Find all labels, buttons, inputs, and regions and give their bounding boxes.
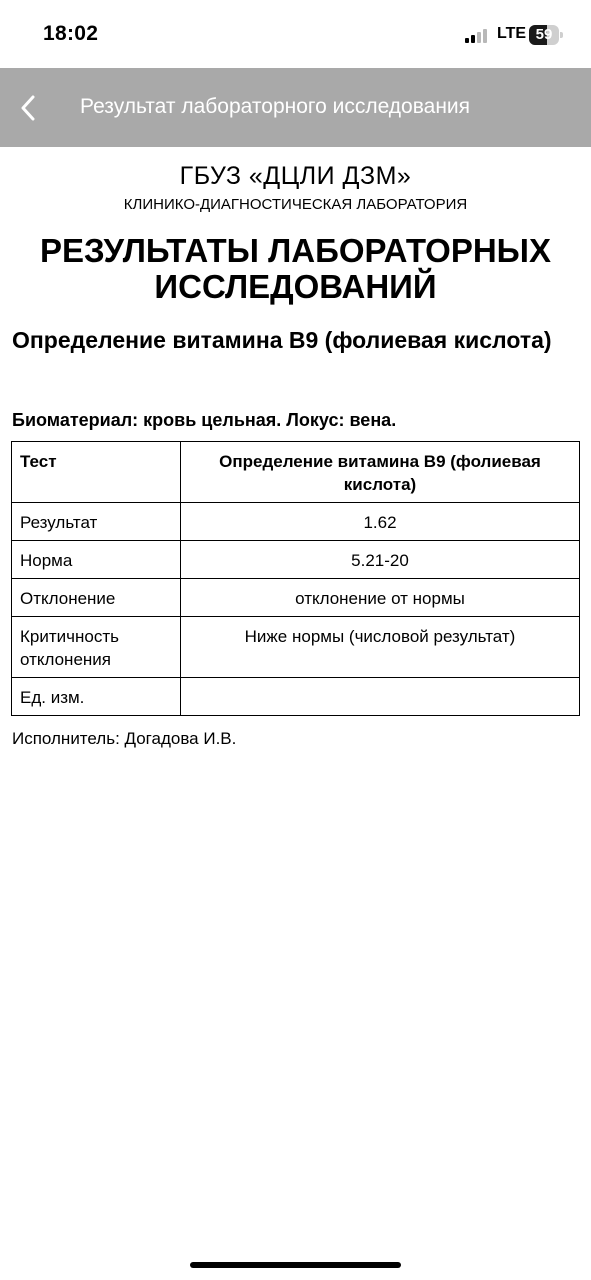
- table-header-value: Определение витамина В9 (фолиевая кислота): [181, 442, 580, 503]
- table-row: [12, 503, 580, 541]
- nav-title: Результат лабораторного исследования: [80, 95, 471, 118]
- battery-level: 59: [535, 26, 553, 43]
- executor-info: Исполнитель: Догадова И.В.: [12, 729, 237, 748]
- table-header-label: Тест: [12, 442, 181, 503]
- results-table: [11, 441, 580, 716]
- row-value-result: 1.62: [181, 503, 580, 541]
- row-value-criticality: Ниже нормы (числовой результат): [181, 617, 580, 678]
- row-label-result: Результат: [12, 503, 181, 541]
- network-type: LTE: [497, 25, 527, 42]
- row-value-unit: [181, 678, 580, 716]
- organization-subtitle: КЛИНИКО-ДИАГНОСТИЧЕСКАЯ ЛАБОРАТОРИЯ: [123, 196, 468, 213]
- heading-line-2: ИССЛЕДОВАНИЙ: [154, 268, 437, 305]
- heading-line-1: РЕЗУЛЬТАТЫ ЛАБОРАТОРНЫХ: [40, 232, 551, 269]
- chevron-left-icon: [19, 95, 37, 121]
- document-heading: [0, 233, 591, 305]
- battery-icon: [529, 25, 563, 45]
- table-row: [12, 617, 580, 678]
- home-indicator[interactable]: [190, 1262, 401, 1268]
- test-title: Определение витамина В9 (фолиевая кислота): [12, 327, 552, 353]
- row-label-norm: Норма: [12, 541, 181, 579]
- table-row: [12, 678, 580, 716]
- status-bar: [0, 0, 591, 68]
- table-row: [12, 579, 580, 617]
- back-button[interactable]: [10, 85, 54, 129]
- organization-name: ГБУЗ «ДЦЛИ ДЗМ»: [179, 162, 412, 190]
- row-label-deviation: Отклонение: [12, 579, 181, 617]
- row-value-deviation: отклонение от нормы: [181, 579, 580, 617]
- table-row: [12, 541, 580, 579]
- row-value-norm: 5.21-20: [181, 541, 580, 579]
- status-time: 18:02: [43, 22, 99, 45]
- biomaterial-info: Биоматериал: кровь цельная. Локус: вена.: [12, 410, 397, 430]
- row-label-unit: Ед. изм.: [12, 678, 181, 716]
- row-label-criticality: Критичность отклонения: [12, 617, 181, 678]
- table-header-row: [12, 442, 580, 503]
- cellular-signal-icon: [465, 29, 491, 43]
- navigation-bar: [0, 68, 591, 147]
